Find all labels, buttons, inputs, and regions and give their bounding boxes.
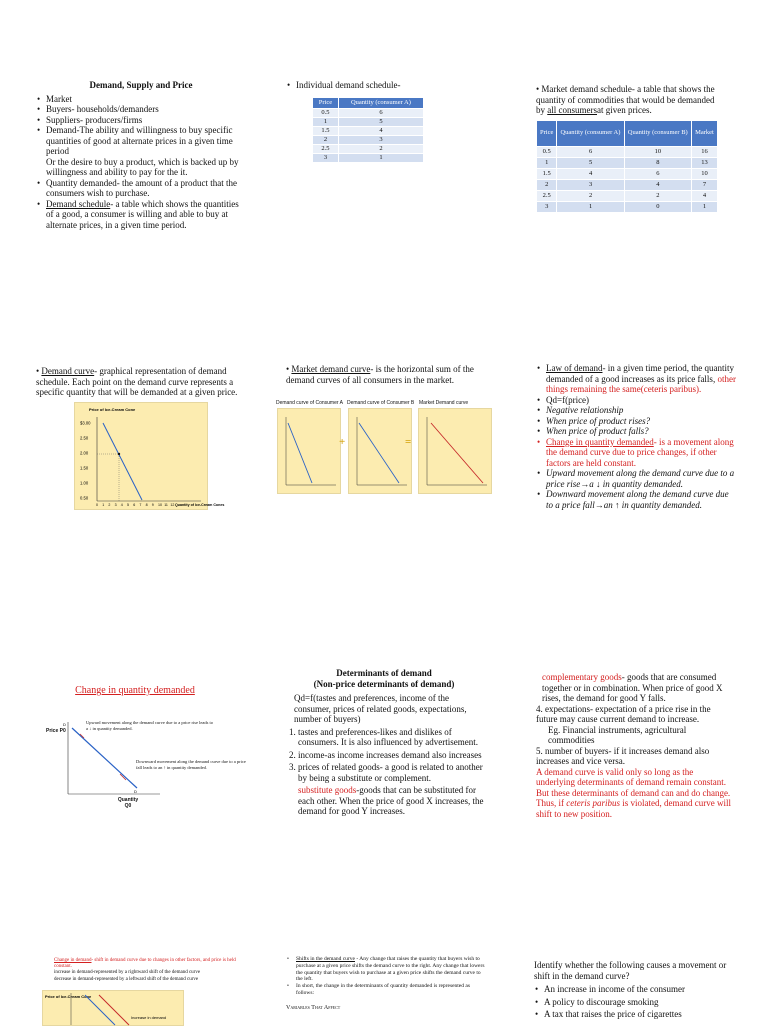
bullet-downward-movement: • Downward movement along the demand curve due to a price fall→an ↑ in quantity demanded. xyxy=(546,489,736,510)
table-header xyxy=(313,97,424,108)
slide-shifts-in-demand xyxy=(286,956,486,1012)
demand-curve-svg xyxy=(75,403,225,509)
x-tick-label: 9 xyxy=(151,503,154,507)
table-row xyxy=(313,126,424,135)
slide-identify xyxy=(534,960,734,1020)
demand-curve-d1 xyxy=(85,995,115,1025)
slide-demand-curve xyxy=(36,366,246,398)
cell: 3 xyxy=(338,135,423,144)
term-market-demand-curve: Market demand curve xyxy=(291,364,371,374)
change-in-demand-chart xyxy=(42,990,184,1026)
bullet-negative-relationship: • Negative relationship xyxy=(546,405,736,416)
bullet-price-falls: • When price of product falls? xyxy=(546,426,736,437)
y-axis-label: Price of Ice-Cream Cone xyxy=(89,407,136,412)
cell: 16 xyxy=(692,146,718,157)
x-tick-label: 3 xyxy=(114,503,117,507)
x-tick-label: 5 xyxy=(127,503,129,507)
question-intro: Identify whether the following causes a movement or shift in the demand curve? xyxy=(534,960,727,981)
label-d-bottom: D xyxy=(134,789,137,794)
cell: 1 xyxy=(537,157,557,168)
cell: 4 xyxy=(557,168,624,179)
term-complementary: complementary goods xyxy=(542,672,622,682)
cell: 6 xyxy=(557,146,624,157)
change-in-demand-svg xyxy=(43,991,183,1025)
slide-title: Change in quantity demanded xyxy=(75,685,195,696)
cell: 0 xyxy=(624,201,691,212)
law-text: - in a given time period, the quantity demanded of a good increases as its price falls, xyxy=(546,363,734,384)
market-schedule-definition: • Market demand schedule- a table that shows the quantity of commodities that would be demanded by all consumersat given prices. xyxy=(536,84,715,115)
question-smoking-policy: • A policy to discourage smoking xyxy=(544,997,734,1008)
cell: 6 xyxy=(624,168,691,179)
slide-law-of-demand xyxy=(536,363,736,510)
slide-title: Determinants of demand xyxy=(336,668,432,678)
question-income: • An increase in income of the consumer xyxy=(544,984,734,995)
x-tick-label: 1 xyxy=(102,503,105,507)
cell: 2 xyxy=(624,190,691,201)
table-row xyxy=(313,153,424,162)
demand-curve-definition: • Demand curve- graphical representation of demand schedule. Each point on the demand curve represents a specific quantity that will be demanded at a given price. xyxy=(36,366,238,397)
cell: 2.5 xyxy=(537,190,557,201)
change-in-demand-definition xyxy=(44,958,244,970)
x-tick-label: 2 xyxy=(108,503,111,507)
cell: 2 xyxy=(557,190,624,201)
increase-label: Increase in demand xyxy=(131,1015,167,1020)
cell: 5 xyxy=(557,157,624,168)
demand-line xyxy=(288,423,312,483)
note-italic: ceteris paribus xyxy=(566,798,620,808)
quantity-axis-label: Quantity Q0 xyxy=(117,797,139,809)
demand-curve-chart xyxy=(74,402,225,510)
cell: 5 xyxy=(338,117,423,126)
cell: 2 xyxy=(537,179,557,190)
demand-line xyxy=(359,423,399,483)
y-tick-label: 2.00 xyxy=(80,450,89,456)
substitute-goods-text xyxy=(284,785,484,817)
cell: 6 xyxy=(338,108,423,117)
cell: 4 xyxy=(624,179,691,190)
slide-change-in-demand xyxy=(44,958,244,983)
cell: 1 xyxy=(557,201,624,212)
demand-curve-d2 xyxy=(99,995,129,1025)
complementary-goods-text xyxy=(536,672,732,704)
cell: 10 xyxy=(692,168,718,179)
term-law-of-demand: Law of demand xyxy=(546,363,603,373)
cell: 13 xyxy=(692,157,718,168)
term-change-in-demand: Change in demand xyxy=(54,958,92,963)
equals-sign: = xyxy=(405,436,412,448)
slide-demand-supply-price xyxy=(36,80,246,230)
expectations-example: Eg. Financial instruments, agricultural commodities xyxy=(548,724,687,745)
caption-consumer-b: Demand curve of Consumer B xyxy=(347,400,415,406)
table-row xyxy=(537,201,718,212)
bullet-suppliers: • Suppliers- producers/firms xyxy=(46,115,246,126)
determinant-income: 2. income-as income increases demand also increases xyxy=(298,750,484,761)
price-axis-label: Price P0 xyxy=(46,728,66,734)
bullet-demand-schedule xyxy=(46,199,246,231)
col-quantity-b: Quantity (consumer B) xyxy=(624,120,691,146)
downward-note: Downward movement along the demand curve due to a price fall leads to an ↑ in quantity demanded. xyxy=(136,759,246,770)
table-row xyxy=(537,190,718,201)
market-demand-curve-definition: • Market demand curve- is the horizontal sum of the demand curves of all consumers in the market. xyxy=(286,364,474,385)
cell: 4 xyxy=(338,126,423,135)
y-tick-label: 1.50 xyxy=(80,465,89,471)
demand-point xyxy=(118,453,120,455)
cell: 0.5 xyxy=(537,146,557,157)
slide-title: Demand, Supply and Price xyxy=(89,80,193,90)
definition-text: Market demand schedule- a table that shows the quantity of commodities that would be demanded by xyxy=(536,84,715,115)
cell: 1 xyxy=(692,201,718,212)
plus-sign: + xyxy=(339,436,346,448)
cell: 1 xyxy=(338,153,423,162)
cell: 2 xyxy=(338,144,423,153)
table-row xyxy=(537,168,718,179)
shifts-text: - Any change that raises the quantity that buyers wish to purchase at a given price shifts the demand curve to the right. Any change that lowers the quantity that buyers wish to purchase at a given price shifts the demand curve to the left. xyxy=(296,956,485,983)
x-tick-label: 7 xyxy=(139,503,142,507)
bullet-buyers: • Buyers- households/demanders xyxy=(46,104,246,115)
cell: 7 xyxy=(692,179,718,190)
note-end: is violated, demand curve will shift to new position. xyxy=(536,798,731,819)
chart-consumer-a-svg xyxy=(278,409,340,493)
x-tick-label: 0 xyxy=(96,503,98,507)
underlined-all-consumers: all consumers xyxy=(547,105,597,115)
y-tick-label: 1.00 xyxy=(80,480,89,486)
cell: 4 xyxy=(692,190,718,201)
demand-line xyxy=(72,728,137,788)
market-demand-line xyxy=(431,423,483,483)
table-row xyxy=(537,146,718,157)
cell: 2 xyxy=(313,135,339,144)
col-price: Price xyxy=(313,97,339,108)
y-tick-label: $3.00 xyxy=(80,420,91,426)
cell: 1.5 xyxy=(537,168,557,179)
decrease-line: decrease in demand-represented by a leftward shift of the demand curve xyxy=(54,976,199,982)
x-axis-label: Quantity of Ice-Cream Cones xyxy=(175,503,225,507)
bullet-shifts xyxy=(296,956,486,983)
chart-consumer-b xyxy=(348,408,412,494)
x-tick-label: 11 xyxy=(164,503,168,507)
increase-line: increase in demand-represented by a rightward shift of the demand curve xyxy=(54,970,201,976)
col-quantity-a: Quantity (consumer A) xyxy=(338,97,423,108)
bullet-change-qd xyxy=(546,437,736,469)
demand-schedule-text: - a table which shows the quantities of a good, a consumer is willing and able to buy at alternate prices, in a given time period. xyxy=(46,198,239,230)
term-change-qd: Change in quantity demanded xyxy=(546,436,654,447)
bullet-quantity-demanded: • Quantity demanded- the amount of a product that the consumers wish to purchase. xyxy=(46,178,246,199)
slide-individual-demand-schedule xyxy=(286,80,466,163)
determinant-buyers: 5. number of buyers- if it increases demand also increases and vice versa. xyxy=(536,745,710,766)
slide-heading: • Individual demand schedule- xyxy=(296,80,466,91)
table-row xyxy=(537,179,718,190)
x-tick-label: 4 xyxy=(120,503,123,507)
individual-demand-table xyxy=(312,97,424,163)
definition-end: at given prices. xyxy=(597,105,652,115)
change-in-demand-text: - shift in demand curve due to changes in other factors, and price is held constant. xyxy=(54,958,236,970)
x-tick-label: 10 xyxy=(158,503,162,507)
y-tick-label: 0.50 xyxy=(80,495,89,501)
chart-consumer-b-svg xyxy=(349,409,411,493)
note-text: A demand curve is valid only so long as the underlying determinants of demand remain constant. But these determinants of demand can and do change. Thus, if xyxy=(536,766,731,808)
y-axis-label: Price of Ice-Cream Cone xyxy=(45,994,92,999)
definition-text: - is the horizontal sum of the demand curves of all consumers in the market. xyxy=(286,364,474,385)
term-demand-curve: Demand curve xyxy=(41,366,95,376)
cell: 3 xyxy=(557,179,624,190)
label-d-top: D xyxy=(63,722,66,727)
demand-alt-definition: Or the desire to buy a product, which is backed up by willingness and ability to pay for the it. xyxy=(46,156,239,177)
y-tick-label: 2.50 xyxy=(80,435,89,441)
table-row xyxy=(313,117,424,126)
slide-determinants-continued xyxy=(536,672,732,819)
determinant-expectations: 4. expectations- expectation of a price rise in the future may cause current demand to increase. xyxy=(536,703,711,724)
table-row xyxy=(313,135,424,144)
x-tick-label: 6 xyxy=(133,503,136,507)
col-price: Price xyxy=(537,120,557,146)
cell: 10 xyxy=(624,146,691,157)
chart-market-svg xyxy=(419,409,491,493)
x-tick-label: 8 xyxy=(145,503,148,507)
caption-market: Market Demand curve xyxy=(419,400,469,406)
complementary-definition: - goods that are consumed together or in combination. When price of good X rises, the demand for good Y falls. xyxy=(542,672,723,703)
cell: 1.5 xyxy=(313,126,339,135)
chart-consumer-a xyxy=(277,408,341,494)
substitute-definition: -goods that can be substituted for each other. When the price of good X increases, the demand for good Y increases. xyxy=(298,785,484,816)
x-tick-label: 12 xyxy=(170,503,175,507)
determinant-tastes: 1. tastes and preferences-likes and dislikes of consumers. It is also influenced by advertisement. xyxy=(298,727,484,748)
question-cigarette-tax: • A tax that raises the price of cigarettes xyxy=(544,1009,734,1020)
table-row xyxy=(313,108,424,117)
bullet-demand: • Demand-The ability and willingness to buy specific quantities of good at alternate prices in a given time period xyxy=(46,125,246,157)
cell: 3 xyxy=(537,201,557,212)
term-demand-schedule: Demand schedule xyxy=(46,198,111,209)
slide-change-qd xyxy=(30,685,240,696)
definition-text: - graphical representation of demand schedule. Each point on the demand curve represents a specific quantity that will be demanded at a given price. xyxy=(36,366,238,397)
upward-note: Upward movement along the demand curve due to a price rise leads to a ↓ in quantity demanded. xyxy=(86,720,213,731)
ceteris-paribus-note xyxy=(536,767,732,820)
variables-table-heading: Variables That Affect xyxy=(286,1004,341,1011)
bullet-qd-function: • Qd=f(price) xyxy=(546,395,736,406)
table-row xyxy=(313,144,424,153)
bullet-upward-movement: • Upward movement along the demand curve due to a price rise→a ↓ in quantity demanded. xyxy=(546,468,736,489)
bullet-price-rises: • When price of product rises? xyxy=(546,416,736,427)
law-ceteris-paribus: other things remaining the same(ceteris paribus). xyxy=(546,373,736,394)
bullet-law-of-demand xyxy=(546,363,736,395)
slide-market-demand-schedule xyxy=(536,84,722,213)
bullet-market: • Market xyxy=(46,94,246,105)
table-row xyxy=(537,157,718,168)
change-qd-text: - is a movement along the demand curve due to price changes, if other factors are held constant. xyxy=(546,436,734,468)
col-quantity-a: Quantity (consumer A) xyxy=(557,120,624,146)
slide-subtitle: (Non-price determinants of demand) xyxy=(313,678,455,689)
slide-market-demand-curve xyxy=(286,364,496,385)
cell: 1 xyxy=(313,117,339,126)
term-shifts: Shifts in the demand curve xyxy=(296,956,355,962)
caption-consumer-a: Demand curve of Consumer A xyxy=(276,400,343,406)
table-header xyxy=(537,120,718,146)
demand-line xyxy=(103,423,142,500)
slide-determinants xyxy=(284,668,484,817)
cell: 8 xyxy=(624,157,691,168)
chart-market xyxy=(418,408,492,494)
market-demand-table xyxy=(536,120,718,213)
qd-function: Qd=f(tastes and preferences, income of the consumer, prices of related goods, expectations, number of buyers) xyxy=(294,693,467,724)
term-substitute: substitute goods xyxy=(298,785,357,795)
cell: 3 xyxy=(313,153,339,162)
cell: 2.5 xyxy=(313,144,339,153)
col-market: Market xyxy=(692,120,718,146)
bullet-in-short: • In short, the change in the determinants of quantity demanded is represented as follows: xyxy=(296,983,486,997)
determinant-related-goods: 3. prices of related goods- a good is related to another by being a substitute or complement. xyxy=(298,762,484,783)
cell: 0.5 xyxy=(313,108,339,117)
